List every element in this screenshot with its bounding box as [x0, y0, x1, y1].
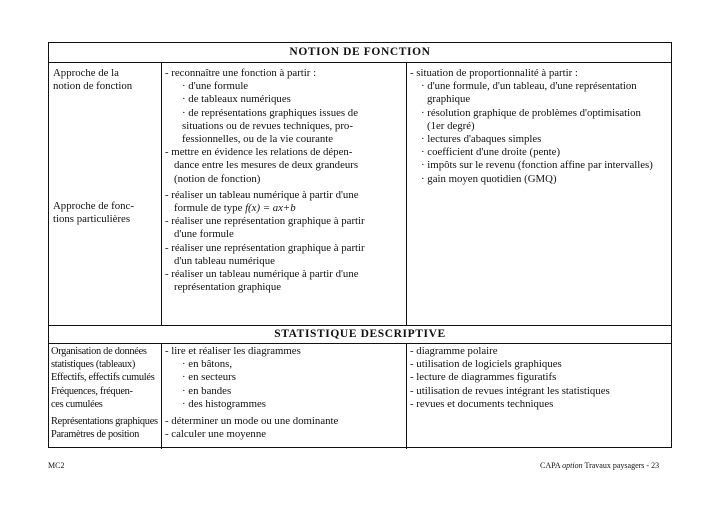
- statistique-topics: [51, 345, 158, 441]
- list-item: - diagramme polaire: [410, 345, 498, 357]
- list-item: · résolution graphique de problèmes d'optimisation: [421, 106, 641, 119]
- formula: f(x) = ax+b: [245, 202, 296, 215]
- list-item: - réaliser un tableau numérique à partir d'une: [165, 268, 359, 281]
- list-item: · impôts sur le revenu (fonction affine par intervalles): [421, 159, 653, 172]
- list-item: Paramètres de position: [51, 429, 140, 441]
- list-item: graphique: [427, 93, 471, 106]
- list-item: · de représentations graphiques issues de: [182, 106, 358, 119]
- section-title-notion-fonction: NOTION DE FONCTION: [289, 46, 431, 58]
- column-divider: [161, 62, 162, 325]
- list-item: d'une formule: [174, 228, 234, 241]
- list-item: - revues et documents techniques: [410, 397, 554, 410]
- column-divider: [406, 62, 407, 325]
- list-item: Effectifs, effectifs cumulés: [51, 372, 155, 384]
- list-item: - lecture de diagrammes figuratifs: [410, 371, 557, 384]
- column-divider: [161, 343, 162, 449]
- list-item: dance entre les mesures de deux grandeurs: [174, 159, 359, 172]
- footer-right: CAPA option Travaux paysagers - 23: [540, 461, 660, 470]
- list-item: formule de type f(x) = ax+b: [174, 202, 296, 215]
- list-item: - situation de proportionnalité à partir :: [410, 67, 578, 79]
- list-item: · gain moyen quotidien (GMQ): [421, 172, 557, 185]
- list-item: (notion de fonction): [174, 172, 261, 185]
- row-label-approche-fonctions: Approche de fonc- tions particulières: [53, 200, 134, 226]
- list-item: - mettre en évidence les relations de dépen-: [165, 146, 353, 159]
- list-item: · des histogrammes: [182, 397, 266, 410]
- row-label-approche-notion: Approche de la notion de fonction: [53, 67, 133, 93]
- list-item: fessionnelles, ou de la vie courante: [182, 133, 334, 146]
- list-item: - réaliser une représentation graphique à partir: [165, 215, 365, 228]
- section-title-statistique: STATISTIQUE DESCRIPTIVE: [274, 328, 446, 340]
- list-item: - calculer une moyenne: [165, 428, 267, 441]
- list-item: - reconnaître une fonction à partir :: [165, 67, 317, 79]
- notion-fonction-examples: [410, 67, 653, 186]
- list-item: d'un tableau numérique: [174, 254, 275, 267]
- divider: [49, 343, 671, 344]
- list-item: (1er degré): [427, 119, 475, 132]
- list-item: · lectures d'abaques simples: [421, 133, 542, 146]
- curriculum-table: [48, 42, 672, 448]
- divider: [49, 62, 671, 63]
- list-item: Organisation de données: [51, 346, 147, 357]
- list-item: · en bandes: [182, 384, 232, 397]
- list-item: ces cumulées: [51, 398, 103, 410]
- list-item: - utilisation de logiciels graphiques: [410, 358, 562, 371]
- column-divider: [406, 343, 407, 449]
- list-item: · de tableaux numériques: [182, 93, 291, 106]
- section-divider: [49, 325, 671, 326]
- list-item: situations ou de revues techniques, pro-: [182, 119, 353, 132]
- footer-left: MC2: [48, 461, 65, 470]
- list-item: Représentations graphiques: [51, 416, 158, 428]
- list-item: statistiques (tableaux): [51, 359, 135, 371]
- list-item: · d'une formule: [182, 80, 249, 93]
- list-item: · coefficient d'une droite (pente): [421, 146, 561, 159]
- list-item: - déterminer un mode ou une dominante: [165, 415, 339, 428]
- list-item: - utilisation de revues intégrant les statistiques: [410, 384, 610, 397]
- notion-fonction-objectives: [165, 67, 365, 294]
- list-item: - réaliser une représentation graphique à partir: [165, 241, 365, 254]
- list-item: Fréquences, fréquen-: [51, 385, 133, 397]
- list-item: · en bâtons,: [182, 358, 233, 371]
- list-item: · en secteurs: [182, 371, 236, 384]
- statistique-objectives: [165, 345, 338, 441]
- list-item: - réaliser un tableau numérique à partir d'une: [165, 188, 359, 201]
- list-item: - lire et réaliser les diagrammes: [165, 345, 301, 357]
- list-item: représentation graphique: [174, 281, 282, 294]
- list-item: · d'une formule, d'un tableau, d'une représentation: [421, 80, 637, 93]
- statistique-examples: [410, 345, 610, 411]
